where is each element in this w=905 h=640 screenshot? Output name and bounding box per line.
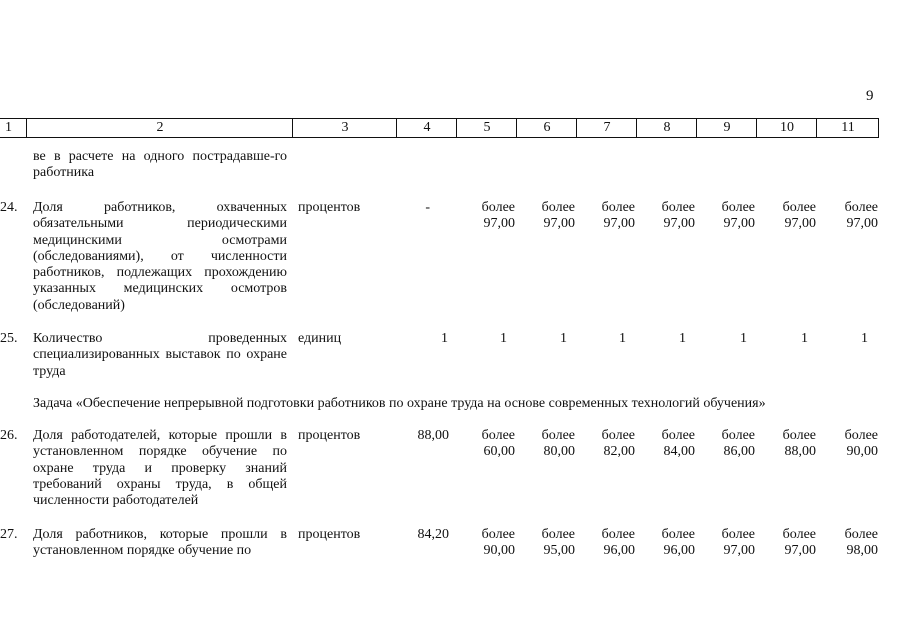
value-number: 88,00 xyxy=(784,444,816,459)
value-prefix: более xyxy=(782,200,816,215)
value-prefix: более xyxy=(661,527,695,542)
header-col-5: 5 xyxy=(456,119,517,137)
value-number: 1 xyxy=(679,331,686,346)
value-number: 97,00 xyxy=(483,216,515,231)
value-prefix: более xyxy=(721,200,755,215)
value-number: 82,00 xyxy=(603,444,635,459)
value-prefix: более xyxy=(481,527,515,542)
value-number: 84,00 xyxy=(663,444,695,459)
value-number: 97,00 xyxy=(603,216,635,231)
table-header xyxy=(0,118,879,138)
value-number: 86,00 xyxy=(723,444,755,459)
value-number: 1 xyxy=(500,331,507,346)
header-col-9: 9 xyxy=(696,119,757,137)
value-number: 97,00 xyxy=(723,216,755,231)
value-number: 97,00 xyxy=(663,216,695,231)
value-number: 96,00 xyxy=(603,543,635,558)
row-unit: единиц xyxy=(298,331,342,346)
value-prefix: более xyxy=(721,428,755,443)
row-base-value: 84,20 xyxy=(417,527,449,542)
continuation-text: ве в расчете на одного пострадавше-го работника xyxy=(33,149,287,181)
row-number: 27. xyxy=(0,527,18,542)
header-col-11: 11 xyxy=(816,119,879,137)
task-heading: Задача «Обеспечение непрерывной подготовки работников по охране труда на основе современных технологий обучения» xyxy=(33,396,766,411)
row-number: 24. xyxy=(0,200,18,215)
value-prefix: более xyxy=(481,200,515,215)
value-number: 60,00 xyxy=(483,444,515,459)
value-number: 97,00 xyxy=(543,216,575,231)
row-unit: процентов xyxy=(298,200,361,215)
header-col-8: 8 xyxy=(636,119,697,137)
value-number: 95,00 xyxy=(543,543,575,558)
value-prefix: более xyxy=(601,527,635,542)
value-prefix: более xyxy=(661,200,695,215)
header-col-4: 4 xyxy=(396,119,457,137)
value-number: 1 xyxy=(740,331,747,346)
value-number: 90,00 xyxy=(483,543,515,558)
row-base-value: 88,00 xyxy=(417,428,449,443)
value-number: 1 xyxy=(560,331,567,346)
value-number: 1 xyxy=(861,331,868,346)
value-number: 1 xyxy=(801,331,808,346)
value-number: 96,00 xyxy=(663,543,695,558)
value-prefix: более xyxy=(661,428,695,443)
page-number: 9 xyxy=(866,88,874,104)
header-col-2: 2 xyxy=(26,119,293,137)
value-number: 97,00 xyxy=(723,543,755,558)
value-prefix: более xyxy=(782,428,816,443)
value-prefix: более xyxy=(541,527,575,542)
value-prefix: более xyxy=(541,200,575,215)
value-number: 98,00 xyxy=(846,543,878,558)
header-col-10: 10 xyxy=(756,119,817,137)
row-description: Количество проведенных специализированных выставок по охране труда xyxy=(33,331,287,379)
header-col-7: 7 xyxy=(576,119,637,137)
value-prefix: более xyxy=(844,527,878,542)
value-number: 97,00 xyxy=(784,543,816,558)
row-base-value: - xyxy=(425,200,430,215)
header-col-1: 1 xyxy=(5,120,12,135)
value-prefix: более xyxy=(601,428,635,443)
header-col-3: 3 xyxy=(292,119,397,137)
row-description: Доля работников, охваченных обязательными периодическими медицинскими осмотрами (обследованиями), от численности работников, подлежащих прохождению указанных медицинских осмотров (обследований) xyxy=(33,200,287,313)
value-prefix: более xyxy=(844,428,878,443)
value-number: 97,00 xyxy=(846,216,878,231)
value-number: 1 xyxy=(619,331,626,346)
row-number: 25. xyxy=(0,331,18,346)
value-prefix: более xyxy=(481,428,515,443)
row-base-value: 1 xyxy=(441,331,448,346)
value-prefix: более xyxy=(601,200,635,215)
row-number: 26. xyxy=(0,428,18,443)
value-prefix: более xyxy=(541,428,575,443)
value-prefix: более xyxy=(844,200,878,215)
row-description: Доля работников, которые прошли в установленном порядке обучение по xyxy=(33,527,287,559)
value-number: 80,00 xyxy=(543,444,575,459)
value-prefix: более xyxy=(721,527,755,542)
row-unit: процентов xyxy=(298,428,361,443)
row-unit: процентов xyxy=(298,527,361,542)
value-number: 90,00 xyxy=(846,444,878,459)
header-col-6: 6 xyxy=(516,119,577,137)
value-number: 97,00 xyxy=(784,216,816,231)
row-description: Доля работодателей, которые прошли в установленном порядке обучение по охране труда и проверку знаний требований охраны труда, в общей численности работодателей xyxy=(33,428,287,509)
value-prefix: более xyxy=(782,527,816,542)
